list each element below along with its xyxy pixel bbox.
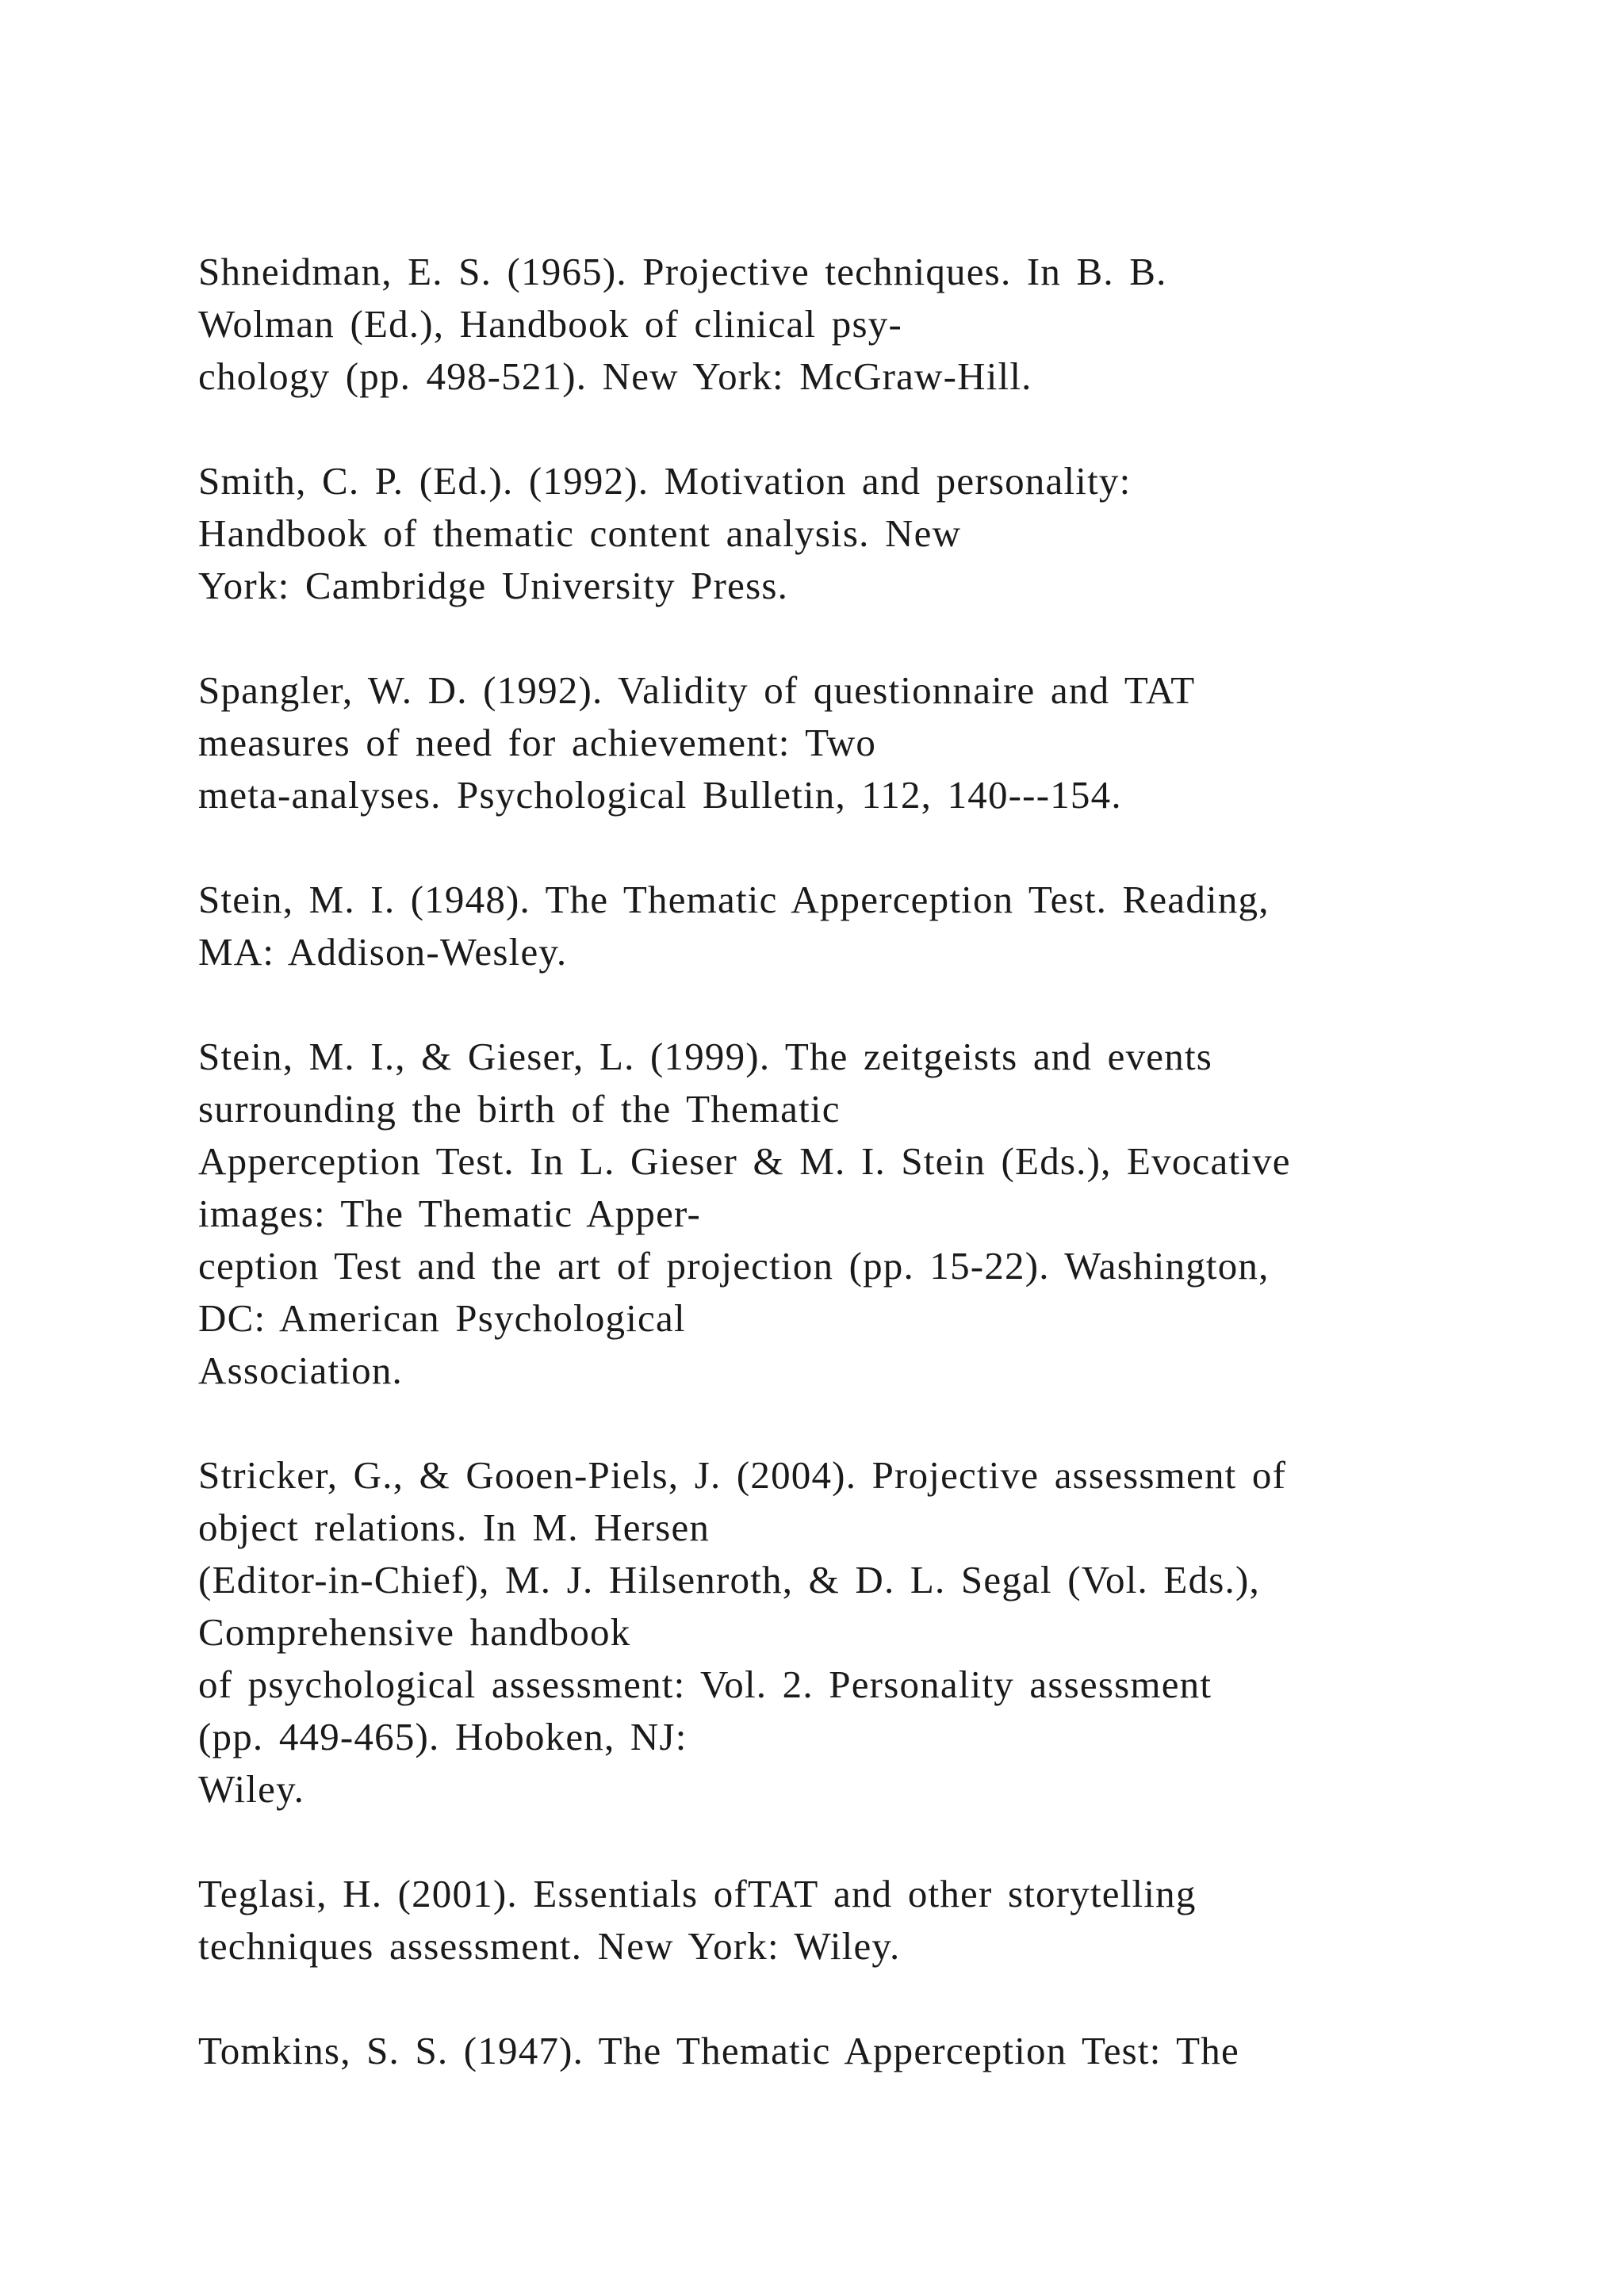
reference-line: Wolman (Ed.), Handbook of clinical psy- [198, 302, 902, 346]
reference-line: (Editor-in-Chief), M. J. Hilsenroth, & D. L. Segal (Vol. Eds.), [198, 1558, 1260, 1601]
reference-line: Tomkins, S. S. (1947). The Thematic Apperception Test: The [198, 2029, 1239, 2072]
reference-line: Stricker, G., & Gooen-Piels, J. (2004). Projective assessment of [198, 1453, 1287, 1497]
reference-entry-stein-gieser-1999 [198, 1031, 1546, 1397]
reference-entry-tomkins-1947 [198, 2025, 1546, 2077]
reference-line: techniques assessment. New York: Wiley. [198, 1924, 901, 1968]
reference-line: York: Cambridge University Press. [198, 564, 789, 607]
reference-line: surrounding the birth of the Thematic [198, 1087, 841, 1131]
reference-line: Shneidman, E. S. (1965). Projective techniques. In B. B. [198, 250, 1167, 293]
reference-line: Stein, M. I. (1948). The Thematic Apperception Test. Reading, [198, 878, 1270, 921]
reference-line: Comprehensive handbook [198, 1610, 631, 1654]
reference-line: Spangler, W. D. (1992). Validity of questionnaire and TAT [198, 668, 1196, 712]
reference-line: Wiley. [198, 1767, 305, 1811]
reference-line: Smith, C. P. (Ed.). (1992). Motivation and personality: [198, 459, 1132, 503]
reference-line: Stein, M. I., & Gieser, L. (1999). The zeitgeists and events [198, 1035, 1213, 1078]
reference-line: Teglasi, H. (2001). Essentials ofTAT and other storytelling [198, 1872, 1197, 1915]
reference-line: meta-analyses. Psychological Bulletin, 112, 140---154. [198, 773, 1122, 817]
reference-line: object relations. In M. Hersen [198, 1506, 710, 1549]
reference-line: Handbook of thematic content analysis. New [198, 511, 962, 555]
reference-line: of psychological assessment: Vol. 2. Personality assessment [198, 1663, 1212, 1706]
reference-line: (pp. 449-465). Hoboken, NJ: [198, 1715, 688, 1758]
reference-entry-smith-1992 [198, 455, 1546, 612]
reference-line: images: The Thematic Apper- [198, 1192, 702, 1235]
reference-line: measures of need for achievement: Two [198, 721, 877, 764]
reference-entry-spangler-1992 [198, 664, 1546, 821]
reference-entry-teglasi-2001 [198, 1868, 1546, 1973]
reference-line: Apperception Test. In L. Gieser & M. I. Stein (Eds.), Evocative [198, 1139, 1291, 1183]
reference-line: ception Test and the art of projection (pp. 15-22). Washington, [198, 1244, 1270, 1288]
reference-list [198, 246, 1546, 2130]
reference-entry-shneidman-1965 [198, 246, 1546, 403]
reference-entry-stein-1948 [198, 874, 1546, 978]
reference-entry-stricker-2004 [198, 1449, 1546, 1816]
reference-line: DC: American Psychological [198, 1296, 686, 1340]
reference-line: Association. [198, 1349, 404, 1392]
reference-line: MA: Addison-Wesley. [198, 930, 568, 974]
reference-line: chology (pp. 498-521). New York: McGraw-Hill. [198, 354, 1032, 398]
